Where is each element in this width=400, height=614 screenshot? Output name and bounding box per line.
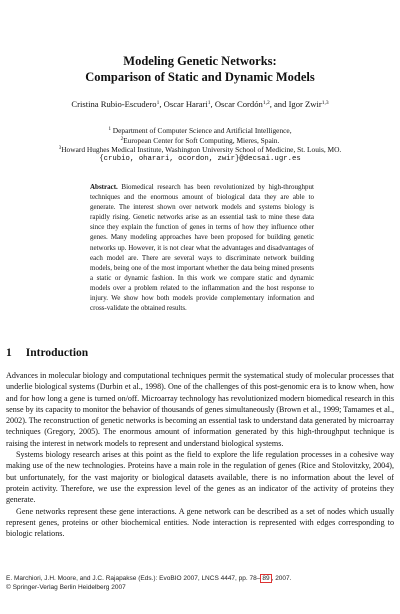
affiliation-text: Howard Hughes Medical Institute, Washington University School of Medicine, St. Louis, MO. [61, 145, 342, 154]
author-affiliation-mark: 1 [207, 100, 211, 106]
page-range-link[interactable]: 89 [262, 575, 270, 582]
author-affiliation-mark: 1,2 [262, 100, 270, 106]
abstract-text: Biomedical research has been revolutionized by high-throughput techniques and the enormous amount of biological data they are able to generate. The interest shown over network models and systems biology is rapidly rising. Genetic networks arise as an essential task to mine these data since they explain the function of genes in terms of how they influence other genes. Many modeling approaches have been proposed for building genetic networks up. However, it is not clear what the advantages and disadvantages of each model are. There are several ways to discriminate network building models, being one of the most important whether the data being mined presents a static or dynamic fashion. In this work we compare static and dynamic models over a problem related to the inflammation and the host response to injury. We show how both models provide complementary information and cross-validate the obtained results. [90, 183, 314, 313]
section-number: 1 [6, 347, 12, 359]
section-heading [6, 346, 88, 360]
abstract [90, 182, 314, 313]
affiliation-mark: 1 [108, 127, 111, 132]
author-conjunction: and [273, 99, 287, 109]
section-title: Introduction [25, 347, 89, 359]
author-name: Cristina Rubio-Escudero [71, 99, 157, 109]
paper-title-line2: Comparison of Static and Dynamic Models [85, 70, 315, 84]
affiliation-mark: 2 [120, 137, 124, 142]
copyright-line: © Springer-Verlag Berlin Heidelberg 2007 [6, 584, 126, 591]
affiliation-mark: 3 [58, 146, 62, 151]
footer-citation [6, 574, 394, 592]
body-paragraph: Advances in molecular biology and computational techniques permit the systematical study of molecular processes that underlie biological systems (Durbin et al., 1998). One of the challenges of this post-genomic era is to know when, how and for how long a gene is turned on/off. Microarray technology has revolutionized modern biomedical research in this sense by its capacity to monitor the behavior of thousands of genes simultaneously (Brown et al., 1999; Tamames et al., 2002). The reconstruction of genetic networks is becoming an essential task to understand data generated by microarray techniques (Gregory, 2005). The enormous amount of information generated by this high-throughput technique is raising the interest in network models to represent and understand biological systems. [6, 371, 394, 448]
paper-title-line1: Modeling Genetic Networks: [123, 54, 277, 68]
author-name: Oscar Cordón [214, 99, 263, 109]
footer-line-1: E. Marchiori, J.H. Moore, and J.C. Rajapakse (Eds.): EvoBIO 2007, LNCS 4447, pp. 78– 89 , 2007. [6, 575, 292, 582]
author-name: Oscar Harari [163, 99, 208, 109]
author-list: Cristina Rubio-Escudero$^1$, Oscar Harari$^1$, Oscar Cordón$^{1,2}$, and Igor Zwir$^{1,3}$ [71, 99, 329, 109]
author-affiliation-mark: 1 [156, 100, 160, 106]
body-paragraph: Gene networks represent these gene interactions. A gene network can be described as a set of nodes which usually represent genes, proteins or other biochemical entities. Node interaction is represented with edges corresponding to biologic relations. [6, 506, 394, 539]
body-paragraph: Systems biology research arises at this point as the field to explore the life regulation processes in a cohesive way making use of the new technologies. Proteins have a main role in the regulation of genes (Rice and Stolovitzky, 2004), but unfortunately, for the vast majority or biological datasets available, there is no information about the level of protein activity. Therefore, we use the expression level of the genes as an indicator of the activity of proteins they generate. [6, 450, 394, 505]
affiliation-1 [0, 126, 400, 136]
author-emails: {crubio, oharari, ocordon, zwir}@decsai.ugr.es [99, 155, 301, 163]
body-text [6, 370, 394, 539]
affiliation-text: Department of Computer Science and Artificial Intelligence, [112, 126, 292, 135]
affiliation-text: European Center for Soft Computing, Mieres, Spain. [123, 136, 280, 145]
author-affiliation-mark: 1,3 [321, 100, 329, 106]
author-name: Igor Zwir [288, 99, 322, 109]
abstract-label: Abstract. [90, 183, 118, 191]
